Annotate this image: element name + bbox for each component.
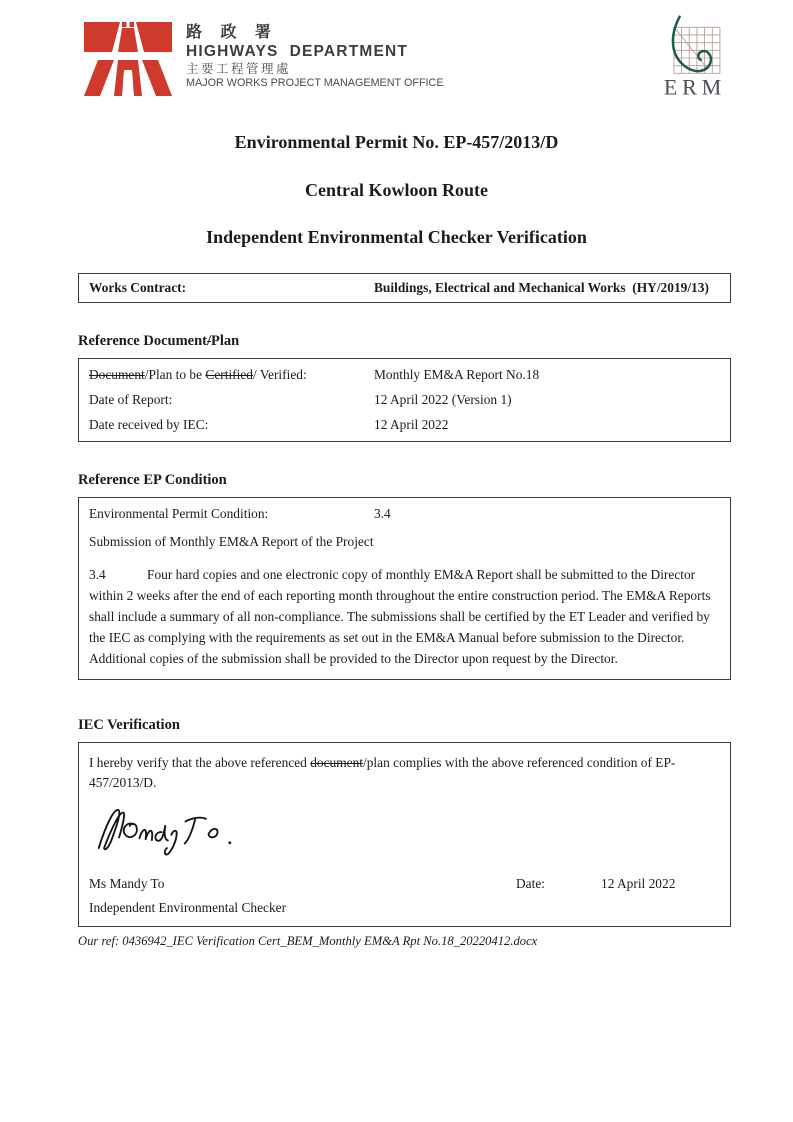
date-label: Date:	[516, 875, 545, 891]
reference-document-heading	[78, 333, 731, 350]
reference-document-heading-part1: Reference Document	[78, 333, 207, 349]
works-contract-value: Buildings, Electrical and Mechanical Works (HY/2019/13)	[374, 280, 709, 295]
date-received-label: Date received by IEC:	[89, 417, 209, 432]
document-titles	[0, 132, 793, 248]
signature-area	[79, 794, 730, 866]
iec-verification-heading: IEC Verification	[78, 717, 180, 734]
verification-statement	[79, 743, 730, 793]
certificate-type-title: Independent Environmental Checker Verification	[206, 227, 587, 247]
our-ref-line: Our ref: 0436942_IEC Verification Cert_BEM_Monthly EM&A Rpt No.18_20220412.docx	[78, 933, 538, 948]
reference-document-heading-part2: Plan	[211, 333, 240, 349]
permit-number-title: Environmental Permit No. EP-457/2013/D	[234, 132, 559, 152]
document-to-be-verified-row	[79, 359, 730, 391]
date-received-row	[79, 416, 730, 441]
statement-part1: I hereby verify that the above referenced	[89, 755, 311, 771]
ep-condition-box	[78, 497, 731, 680]
document-body	[78, 273, 731, 927]
erm-logo-icon	[647, 12, 743, 104]
erm-logo-text: ERM	[663, 74, 727, 100]
ep-condition-label: Environmental Permit Condition:	[89, 506, 269, 521]
works-contract-box	[78, 273, 731, 303]
date-of-report-label: Date of Report:	[89, 392, 173, 407]
date-value: 12 April 2022	[601, 875, 676, 891]
statement-strike-document: document	[310, 755, 364, 771]
date-received-value: 12 April 2022	[374, 417, 449, 432]
highways-department-logo-icon	[84, 16, 172, 96]
project-title: Central Kowloon Route	[305, 180, 488, 200]
dept-name-chinese: 路 政 署	[186, 24, 278, 41]
label-mid1: /Plan to be	[144, 367, 206, 382]
label-strike-document: Document	[89, 367, 145, 382]
reference-document-table	[78, 358, 731, 442]
document-to-be-verified-label	[89, 367, 374, 383]
clause-text: Four hard copies and one electronic copy of monthly EM&A Report shall be submitted to the Director within 2 weeks after the end of each reporting month throughout the entire construction period. The EM&A Reports shall include a summary of all non-compliance. The submissions shall be certified by the ET Leader and verified by the IEC as complying with the requirements as set out in the EM&A Manual before submission to the Director. Additional copies of the submission shall be provided to the Director upon request by the Director.	[89, 567, 711, 667]
signatory-row	[79, 866, 730, 894]
date-of-report-row	[79, 391, 730, 416]
label-mid2: / Verified:	[253, 367, 307, 382]
date-of-report-value: 12 April 2022 (Version 1)	[374, 392, 512, 407]
reference-document-heading-strike: /	[206, 333, 212, 349]
ep-condition-clause	[79, 560, 730, 679]
signatory-title: Independent Environmental Checker	[89, 899, 287, 915]
clause-number: 3.4	[89, 567, 106, 583]
label-strike-certified: Certified	[205, 367, 253, 382]
handwritten-signature	[87, 802, 277, 864]
ep-condition-value: 3.4	[374, 506, 391, 521]
ep-condition-heading: Reference EP Condition	[78, 472, 227, 488]
works-contract-label: Works Contract:	[89, 280, 187, 295]
dept-name-english: HIGHWAYS DEPARTMENT	[186, 42, 409, 60]
office-name-english: MAJOR WORKS PROJECT MANAGEMENT OFFICE	[186, 77, 444, 90]
document-to-be-verified-value: Monthly EM&A Report No.18	[374, 367, 540, 382]
iec-verification-box	[78, 742, 731, 926]
highways-department-titles	[186, 16, 444, 91]
ep-condition-row	[79, 498, 730, 530]
document-header	[0, 0, 793, 104]
signatory-name: Ms Mandy To	[89, 875, 165, 891]
office-name-chinese: 主要工程管理處	[186, 61, 292, 76]
statement-part2: /plan complies with the above referenced condition of EP-457/2013/D.	[89, 755, 676, 791]
highways-department-brand	[84, 16, 444, 96]
ep-condition-subject: Submission of Monthly EM&A Report of the Project	[89, 534, 374, 549]
